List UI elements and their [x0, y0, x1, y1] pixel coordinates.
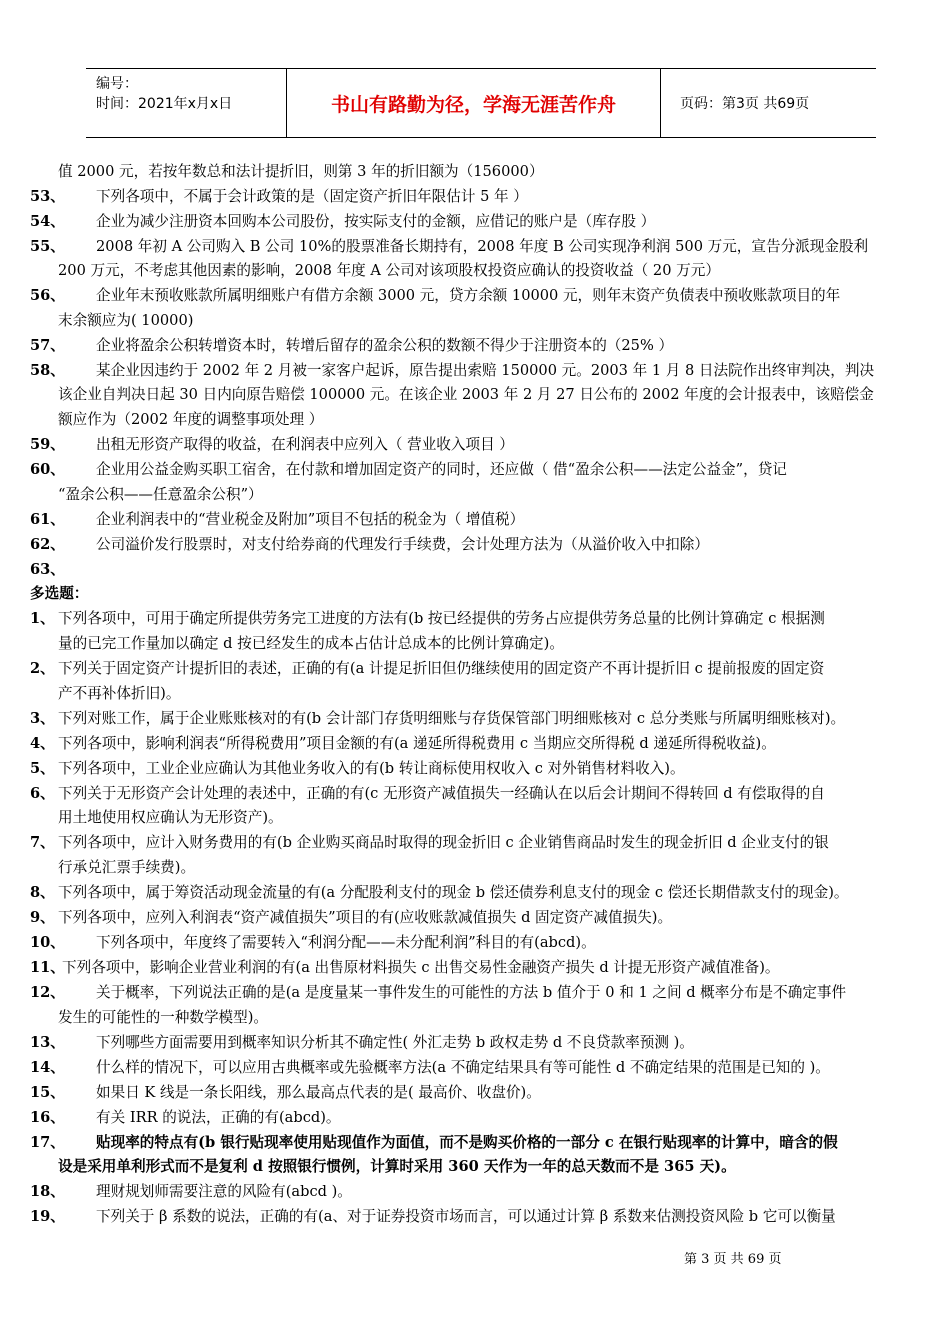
item-number: 多选题： — [30, 585, 89, 602]
doc-number-label: 编号： — [96, 76, 138, 92]
body-text-line: 下列各项中，不属于会计政策的是（固定资产折旧年限估计 5 年 ） — [96, 188, 528, 205]
body-text-line: 下列关于无形资产会计处理的表述中，正确的有(c 无形资产减值损失一经确认在以后会计期间不得转回 d 有偿取得的自 — [58, 785, 825, 802]
item-number: 12、 — [30, 984, 65, 1001]
body-text-line: 行承兑汇票手续费)。 — [58, 859, 196, 876]
item-number: 17、 — [30, 1134, 65, 1151]
item-number: 16、 — [30, 1109, 65, 1126]
item-number: 60、 — [30, 461, 65, 478]
body-text-line: 下列各项中，应列入利润表“资产减值损失”项目的有(应收账款减值损失 d 固定资产减值损失)。 — [58, 909, 673, 926]
item-number: 5、 — [30, 760, 55, 777]
item-number: 7、 — [30, 834, 55, 851]
body-text-line: 企业将盈余公积转增资本时，转增后留存的盈余公积的数额不得少于注册资本的（25% ） — [96, 337, 674, 354]
item-number: 4、 — [30, 735, 55, 752]
body-text-line: 下列各项中，年度终了需要转入“利润分配——未分配利润”科目的有(abcd)。 — [96, 934, 596, 951]
body-text-line: 下列各项中，工业企业应确认为其他业务收入的有(b 转让商标使用权收入 c 对外销售材料收入)。 — [58, 760, 685, 777]
item-number: 61、 — [30, 511, 65, 528]
body-text-line: 公司溢价发行股票时，对支付给券商的代理发行手续费，会计处理方法为（从溢价收入中扣除） — [96, 536, 709, 553]
item-number: 54、 — [30, 213, 65, 230]
body-text-line: 企业年末预收账款所属明细账户有借方余额 3000 元，贷方余额 10000 元，则年末资产负债表中预收账款项目的年 — [96, 287, 841, 304]
item-number: 19、 — [30, 1208, 65, 1225]
body-text-line: 企业用公益金购买职工宿舍，在付款和增加固定资产的同时，还应做（ 借“盈余公积——法定公益金”，贷记 — [96, 461, 787, 478]
body-text-line: 量的已完工作量加以确定 d 按已经发生的成本占估计总成本的比例计算确定)。 — [58, 635, 564, 652]
item-number: 55、 — [30, 238, 65, 255]
body-text-line: 设是采用单利形式而不是复利 d 按照银行惯例，计算时采用 360 天作为一年的总天数而不是 365 天)。 — [58, 1158, 736, 1175]
item-number: 9、 — [30, 909, 55, 926]
item-number: 14、 — [30, 1059, 65, 1076]
item-number: 11、 — [30, 959, 65, 976]
item-number: 59、 — [30, 436, 65, 453]
body-text-line: 下列关于 β 系数的说法，正确的有(a、对于证券投资市场而言，可以通过计算 β 系数来估测投资风险 b 它可以衡量 — [96, 1208, 836, 1225]
item-number: 62、 — [30, 536, 65, 553]
item-number: 3、 — [30, 710, 55, 727]
header-meta — [86, 69, 287, 137]
page-header — [86, 68, 876, 138]
item-number: 18、 — [30, 1183, 65, 1200]
body-text-line: 企业利润表中的“营业税金及附加”项目不包括的税金为（ 增值税） — [96, 511, 525, 528]
body-text-line: 什么样的情况下，可以应用古典概率或先验概率方法(a 不确定结果具有等可能性 d 不确定结果的范围是已知的 )。 — [96, 1059, 830, 1076]
body-text-line: “盈余公积——任意盈余公积”） — [58, 486, 263, 503]
body-text-line: 下列各项中，属于筹资活动现金流量的有(a 分配股利支付的现金 b 偿还债券利息支付的现金 c 偿还长期借款支付的现金)。 — [58, 884, 849, 901]
body-text-line: 贴现率的特点有(b 银行贴现率使用贴现值作为面值，而不是购买价格的一部分 c 在银行贴现率的计算中，暗含的假 — [96, 1134, 838, 1151]
body-text-line: 2008 年初 A 公司购入 B 公司 10%的股票准备长期持有，2008 年度 B 公司实现净利润 500 万元，宣告分派现金股利 — [96, 238, 869, 255]
item-number: 53、 — [30, 188, 65, 205]
page-footer: 第 3 页 共 69 页 — [684, 1252, 782, 1267]
body-text-line: 用土地使用权应确认为无形资产)。 — [58, 809, 283, 826]
item-number: 8、 — [30, 884, 55, 901]
page-number-text: 页码：第3页 共69页 — [680, 96, 810, 112]
body-text-line: 下列各项中，可用于确定所提供劳务完工进度的方法有(b 按已经提供的劳务占应提供劳务总量的比例计算确定 c 根据测 — [58, 610, 825, 627]
body-text-line: 200 万元，不考虑其他因素的影响，2008 年度 A 公司对该项股权投资应确认的投资收益（ 20 万元） — [58, 262, 720, 279]
body-text-line: 下列关于固定资产计提折旧的表述，正确的有(a 计提足折旧但仍继续使用的固定资产不再计提折旧 c 提前报废的固定资 — [58, 660, 825, 677]
item-number: 2、 — [30, 660, 55, 677]
body-text-line: 有关 IRR 的说法，正确的有(abcd)。 — [96, 1109, 341, 1126]
body-text-line: 理财规划师需要注意的风险有(abcd )。 — [96, 1183, 352, 1200]
item-number: 63、 — [30, 561, 65, 578]
body-text-line: 如果日 K 线是一条长阳线，那么最高点代表的是( 最高价、收盘价)。 — [96, 1084, 541, 1101]
body-text-line: 下列对账工作，属于企业账账核对的有(b 会计部门存货明细账与存货保管部门明细账核对 c 总分类账与所属明细账核对)。 — [58, 710, 846, 727]
item-number: 15、 — [30, 1084, 65, 1101]
item-number: 58、 — [30, 362, 65, 379]
body-text-line: 产不再补体折旧)。 — [58, 685, 181, 702]
doc-time-label: 时间：2021年x月x日 — [96, 96, 233, 112]
body-text-line: 下列哪些方面需要用到概率知识分析其不确定性( 外汇走势 b 政权走势 d 不良贷款率预测 )。 — [96, 1034, 694, 1051]
body-text-line: 某企业因违约于 2002 年 2 月被一家客户起诉，原告提出索赔 150000 元。2003 年 1 月 8 日法院作出终审判决，判决 — [96, 362, 875, 379]
body-text-line: 发生的可能性的一种数学模型)。 — [58, 1009, 269, 1026]
header-page-number — [670, 69, 876, 137]
item-number: 56、 — [30, 287, 65, 304]
body-text-line: 末余额应为( 10000) — [58, 312, 194, 329]
body-text-line: 下列各项中，应计入财务费用的有(b 企业购买商品时取得的现金折旧 c 企业销售商品时发生的现金折旧 d 企业支付的银 — [58, 834, 829, 851]
body-text-line: 下列各项中，影响利润表“所得税费用”项目金额的有(a 递延所得税费用 c 当期应交所得税 d 递延所得税收益)。 — [58, 735, 776, 752]
header-motto: 书山有路勤为径，学海无涯苦作舟 — [287, 69, 661, 137]
item-number: 10、 — [30, 934, 65, 951]
item-number: 6、 — [30, 785, 55, 802]
body-text-line: 该企业自判决日起 30 日内向原告赔偿 100000 元。在该企业 2003 年 2 月 27 日公布的 2002 年度的会计报表中，该赔偿金 — [58, 386, 874, 403]
body-text-line: 值 2000 元，若按年数总和法计提折旧，则第 3 年的折旧额为（156000） — [58, 163, 544, 180]
body-text-line: 下列各项中，影响企业营业利润的有(a 出售原材料损失 c 出售交易性金融资产损失 d 计提无形资产减值准备)。 — [62, 959, 780, 976]
item-number: 57、 — [30, 337, 65, 354]
body-text-line: 额应作为（2002 年度的调整事项处理 ） — [58, 411, 324, 428]
item-number: 1、 — [30, 610, 55, 627]
body-text-line: 企业为减少注册资本回购本公司股份，按实际支付的金额，应借记的账户是（库存股 ） — [96, 213, 656, 230]
item-number: 13、 — [30, 1034, 65, 1051]
body-text-line: 关于概率，下列说法正确的是(a 是度量某一事件发生的可能性的方法 b 值介于 0 和 1 之间 d 概率分布是不确定事件 — [96, 984, 847, 1001]
body-text-line: 出租无形资产取得的收益，在利润表中应列入（ 营业收入项目 ） — [96, 436, 514, 453]
